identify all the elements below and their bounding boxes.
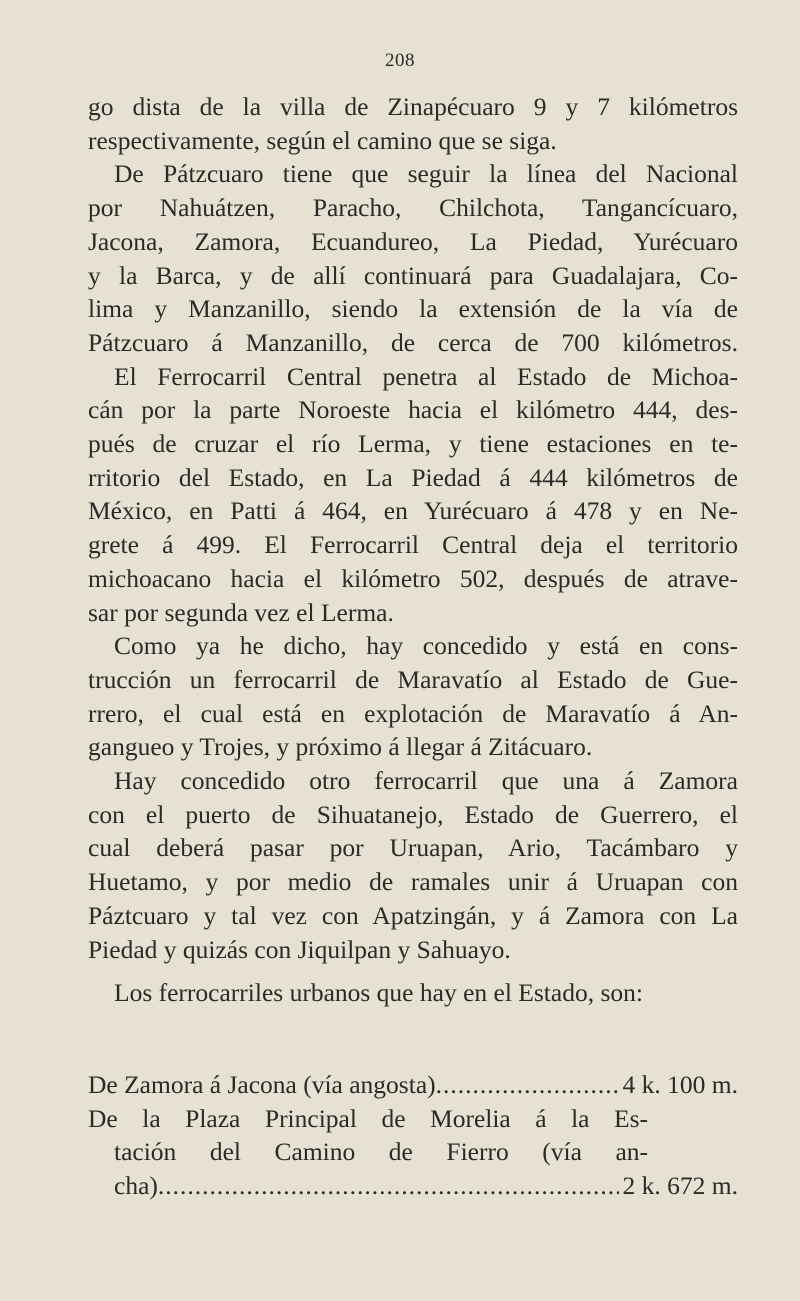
text-line: pués de cruzar el río Lerma, y tiene estaciones en te- <box>88 429 738 459</box>
text-line: Jacona, Zamora, Ecuandureo, La Piedad, Yurécuaro <box>88 226 738 256</box>
entry-value: 4 k. 100 m. <box>622 1070 738 1099</box>
text-line: por Nahuátzen, Paracho, Chilchota, Tangancícuaro, <box>88 193 738 223</box>
text-line: trucción un ferrocarril de Maravatío al Estado de Gue- <box>88 664 738 694</box>
text-line: rrero, el cual está en explotación de Maravatío á An- <box>88 698 738 728</box>
text-line: con el puerto de Sihuatanejo, Estado de Guerrero, el <box>88 799 738 829</box>
page-number: 208 <box>385 50 415 71</box>
text-line: Huetamo, y por medio de ramales unir á Uruapan con <box>88 867 738 897</box>
text-line: Los ferrocarriles urbanos que hay en el Estado, son: <box>114 978 643 1008</box>
entry-label: De Zamora á Jacona (vía angosta) <box>88 1070 436 1099</box>
entry-label: tación del Camino de Fierro (vía an- <box>114 1137 648 1167</box>
urban-railways-list <box>88 1068 738 1203</box>
text-line: Hay concedido otro ferrocarril que una á Zamora <box>114 766 738 796</box>
text-line: Como ya he dicho, hay concedido y está en cons- <box>114 631 738 661</box>
text-line: cual deberá pasar por Uruapan, Ario, Tacámbaro y <box>88 833 738 863</box>
text-line: go dista de la villa de Zinapécuaro 9 y 7 kilómetros <box>88 92 738 121</box>
text-line: gangueo y Trojes, y próximo á llegar á Zitácuaro. <box>88 732 593 762</box>
text-line: México, en Patti á 464, en Yurécuaro á 478 y en Ne- <box>88 496 738 526</box>
list-item <box>88 1102 738 1203</box>
text-line: Páztcuaro y tal vez con Apatzingán, y á Zamora con La <box>88 900 738 930</box>
body-text <box>88 90 738 1010</box>
text-line: Piedad y quizás con Jiquilpan y Sahuayo. <box>88 934 511 964</box>
entry-value: 2 k. 672 m. <box>622 1171 738 1201</box>
entry-label: cha) <box>114 1171 158 1201</box>
text-line: Pátzcuaro á Manzanillo, de cerca de 700 kilómetros. <box>88 327 738 357</box>
leader-dots <box>436 1068 619 1102</box>
list-item <box>88 1068 738 1102</box>
text-line: El Ferrocarril Central penetra al Estado de Michoa- <box>114 361 738 391</box>
text-line: lima y Manzanillo, siendo la extensión de la vía de <box>88 294 738 324</box>
text-line: sar por segunda vez el Lerma. <box>88 597 394 627</box>
text-line: michoacano hacia el kilómetro 502, después de atrave- <box>88 563 738 593</box>
text-line: rritorio del Estado, en La Piedad á 444 kilómetros de <box>88 462 738 492</box>
entry-label: De la Plaza Principal de Morelia á la Es- <box>88 1103 648 1133</box>
leader-dots <box>158 1169 619 1203</box>
text-line: cán por la parte Noroeste hacia el kilómetro 444, des- <box>88 395 738 425</box>
text-line: y la Barca, y de allí continuará para Guadalajara, Co- <box>88 260 738 290</box>
text-line: respectivamente, según el camino que se siga. <box>88 125 557 155</box>
text-line: grete á 499. El Ferrocarril Central deja el territorio <box>88 530 738 560</box>
text-line: De Pátzcuaro tiene que seguir la línea del Nacional <box>114 159 738 189</box>
